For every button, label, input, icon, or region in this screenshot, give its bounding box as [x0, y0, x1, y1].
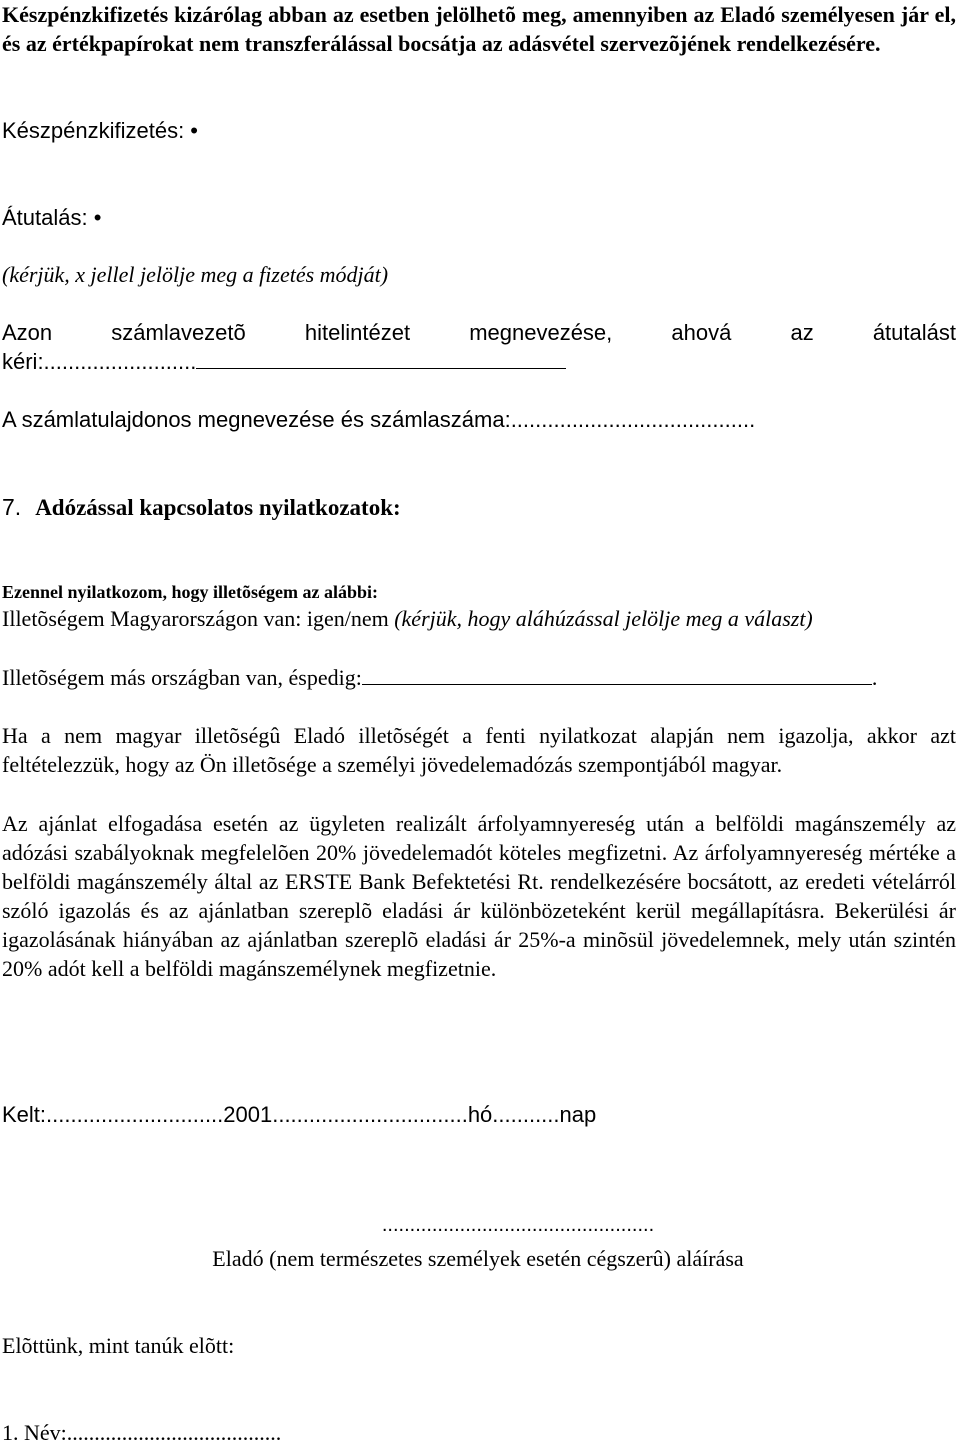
seller-signature-label: Eladó (nem természetes személyek esetén cégszerû) aláírása	[212, 1246, 744, 1271]
residence-other-line[interactable]: Illetõségem más országban van, éspedig: .	[2, 665, 878, 690]
residence-hungary-note: (kérjük, hogy aláhúzással jelölje meg a választ)	[394, 606, 813, 631]
bank-name-underline	[196, 367, 566, 369]
date-field[interactable]: Kelt:.............................2001................................hó...........nap	[2, 1102, 597, 1127]
bank-word: átutalást	[872, 320, 956, 345]
payment-instruction: (kérjük, x jellel jelölje meg a fizetés módját)	[2, 262, 389, 287]
cash-payment-condition: Készpénzkifizetés kizárólag abban az esetben jelölhetõ meg, amennyiben az Eladó személyesen jár el, és az értékpapírokat nem transzferálással bocsátja az adásvétel szervezõjének rendelkezésére.	[2, 2, 956, 56]
bank-word: Azon	[2, 320, 53, 345]
tax-paragraph: Az ajánlat elfogadása esetén az ügyleten realizált árfolyamnyereség után a belföldi magánszemély az adózási szabályoknak megfelelõen 20% jövedelemadót köteles megfizetni. Az árfolyamnyereség mértéke a belföldi magánszemély által az ERSTE Bank Befektetési Rt. rendelkezésére bocsátott, az eredeti vételárról szóló igazolás és az ajánlatban szereplõ eladási ár különbözeteként kerül megállapításra. Bekerülési ár igazolásának hiányában az ajánlatban szereplõ eladási ár 25%-a minõsül jövedelemnek, mely után szintén 20% adót kell a belföldi magánszemélynek megfizetnie.	[2, 811, 956, 981]
account-holder-field[interactable]: A számlatulajdonos megnevezése és számlaszáma:........................................	[2, 407, 756, 432]
bank-word: megnevezése,	[469, 320, 613, 345]
bank-word: ahová	[671, 320, 732, 345]
residence-other-underline	[362, 683, 872, 685]
witness-1-name-field[interactable]: 1. Név:.......................................	[2, 1420, 282, 1445]
residence-other-label: Illetõségem más országban van, éspedig:	[2, 665, 362, 690]
foreign-residence-note: Ha a nem magyar illetõségû Eladó illetõségét a fenti nyilatkozat alapján nem igazolja, akkor azt feltételezzük, hogy az Ön illetõsége a személyi jövedelemadózás szempontjából magyar.	[2, 723, 956, 777]
signature-line[interactable]: .................................................	[381, 1214, 655, 1236]
witnesses-label: Elõttünk, mint tanúk elõtt:	[2, 1333, 235, 1358]
bank-name-field[interactable]: kéri:.........................	[2, 347, 956, 376]
residence-hungary-label: Illetõségem Magyarországon van: igen/nem	[2, 606, 389, 631]
residence-hungary-line[interactable]	[2, 604, 956, 633]
transfer-payment-option[interactable]: Átutalás: •	[2, 205, 102, 230]
cash-payment-option[interactable]: Készpénzkifizetés: •	[2, 118, 199, 143]
section-number: 7.	[2, 494, 22, 520]
bank-name-line	[2, 318, 956, 347]
section-title: Adózással kapcsolatos nyilatkozatok:	[35, 495, 401, 520]
bank-word: számlavezetõ	[111, 320, 246, 345]
bank-word: hitelintézet	[304, 320, 411, 345]
declaration-intro: Ezennel nyilatkozom, hogy illetõségem az alábbi:	[2, 582, 378, 602]
bank-word: az	[790, 320, 814, 345]
section-7-heading	[2, 493, 956, 522]
